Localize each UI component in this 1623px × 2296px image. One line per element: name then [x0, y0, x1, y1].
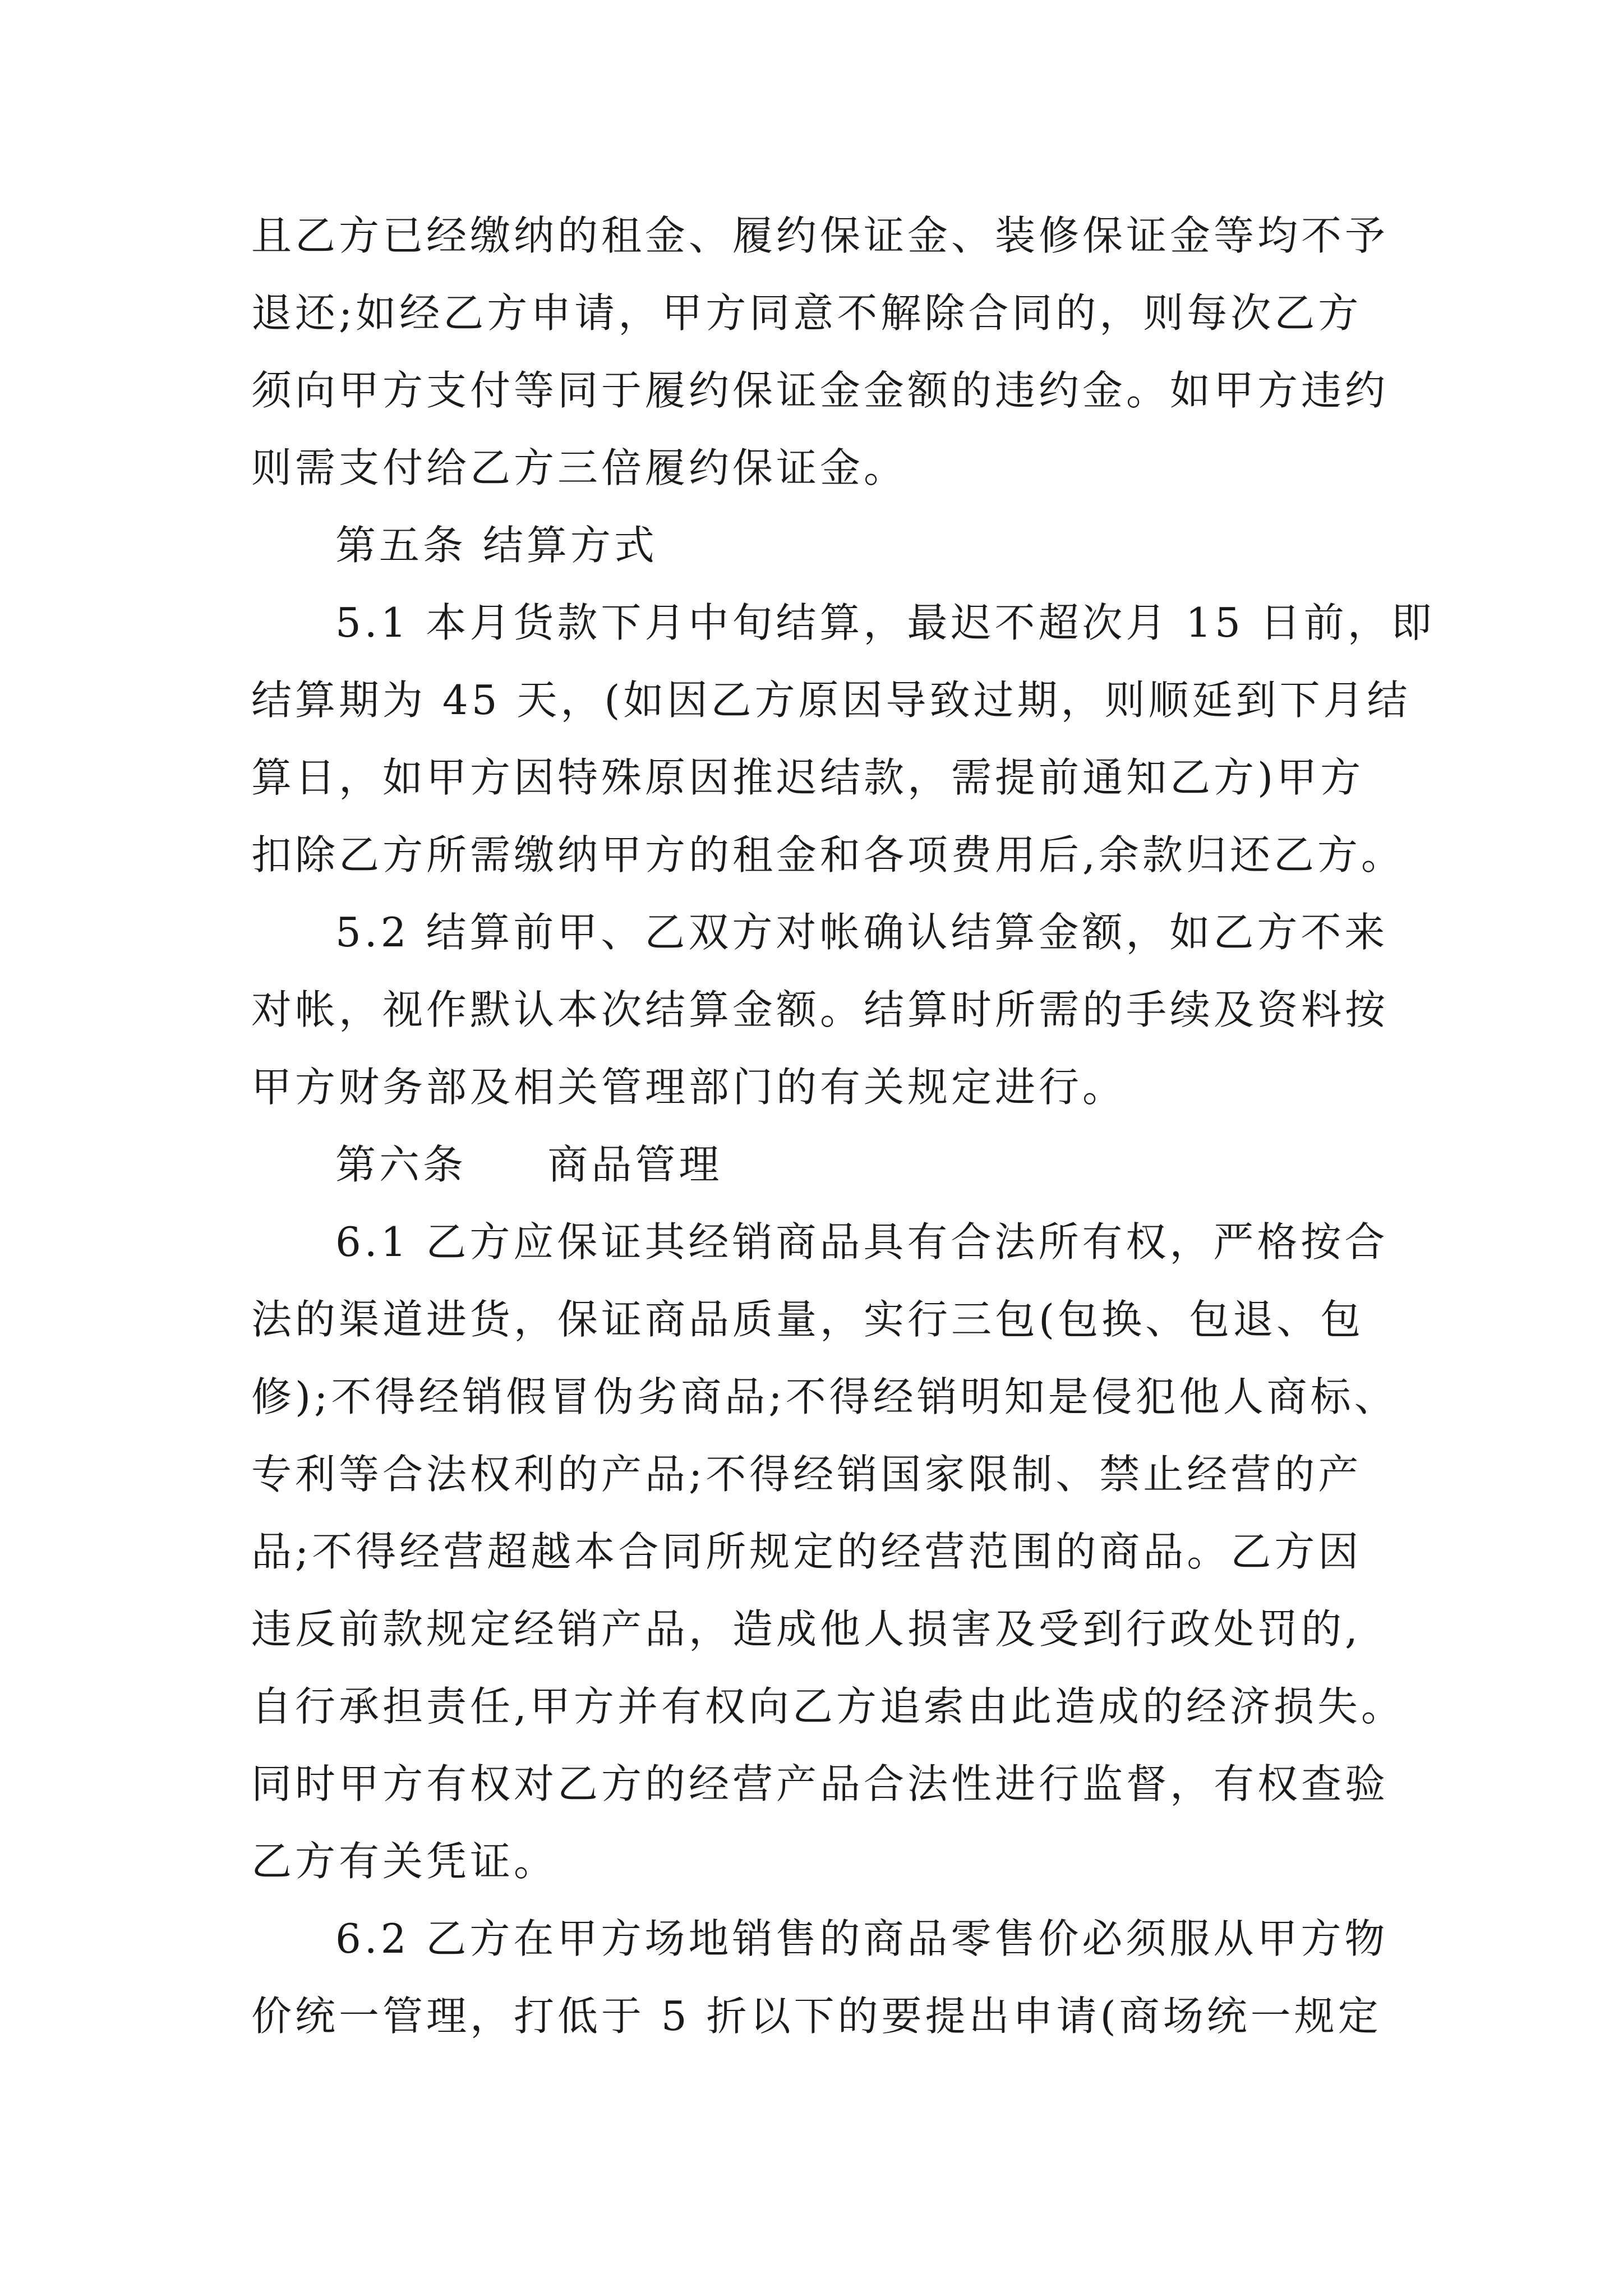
text-line: 6.1 乙方应保证其经销商品具有合法所有权，严格按合: [335, 1218, 1389, 1266]
section-heading: 第五条 结算方式: [335, 522, 658, 569]
text-line: 修);不得经销假冒伪劣商品;不得经销明知是侵犯他人商标、: [251, 1373, 1398, 1420]
text-line: 须向甲方支付等同于履约保证金金额的违约金。如甲方违约: [251, 367, 1389, 414]
text-line: 法的渠道进货，保证商品质量，实行三包(包换、包退、包: [251, 1296, 1364, 1343]
text-line: 专利等合法权利的产品;不得经销国家限制、禁止经营的产: [251, 1451, 1362, 1498]
section-heading: 第六条 商品管理: [335, 1141, 723, 1188]
text-line: 5.1 本月货款下月中旬结算，最迟不超次月 15 日前，即: [335, 599, 1435, 646]
text-line: 自行承担责任,甲方并有权向乙方追索由此造成的经济损失。: [251, 1683, 1405, 1730]
text-line: 扣除乙方所需缴纳甲方的租金和各项费用后,余款归还乙方。: [251, 831, 1405, 878]
text-line: 价统一管理，打低于 5 折以下的要提出申请(商场统一规定: [251, 1993, 1382, 2040]
text-line: 对帐，视作默认本次结算金额。结算时所需的手续及资料按: [251, 986, 1389, 1033]
text-line: 甲方财务部及相关管理部门的有关规定进行。: [251, 1064, 1127, 1111]
text-line: 6.2 乙方在甲方场地销售的商品零售价必须服从甲方物: [335, 1915, 1389, 1962]
text-line: 则需支付给乙方三倍履约保证金。: [251, 444, 908, 491]
text-line: 品;不得经营超越本合同所规定的经营范围的商品。乙方因: [251, 1528, 1362, 1575]
text-line: 退还;如经乙方申请，甲方同意不解除合同的，则每次乙方: [251, 289, 1362, 337]
text-line: 违反前款规定经销产品，造成他人损害及受到行政处罚的,: [251, 1605, 1361, 1653]
text-line: 结算期为 45 天，(如因乙方原因导致过期，则顺延到下月结: [251, 677, 1411, 724]
text-line: 5.2 结算前甲、乙双方对帐确认结算金额，如乙方不来: [335, 909, 1389, 956]
text-line: 且乙方已经缴纳的租金、履约保证金、装修保证金等均不予: [251, 212, 1389, 259]
text-line: 同时甲方有权对乙方的经营产品合法性进行监督，有权查验: [251, 1760, 1389, 1807]
text-line: 算日，如甲方因特殊原因推迟结款，需提前通知乙方)甲方: [251, 754, 1364, 801]
text-line: 乙方有关凭证。: [251, 1838, 558, 1885]
